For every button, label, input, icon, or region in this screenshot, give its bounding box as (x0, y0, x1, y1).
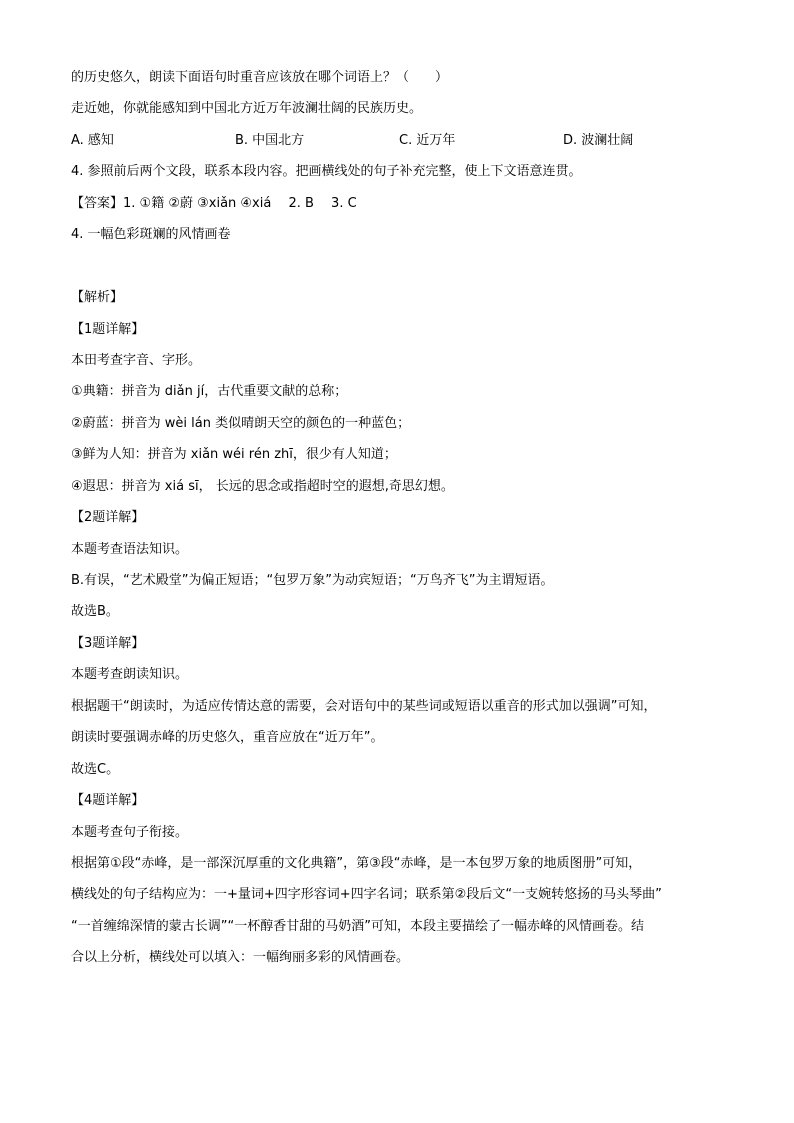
question-sentence: 走近她，你就能感知到中国北方近万年波澜壮阔的民族历史。 (71, 101, 423, 117)
answer-line: 【答案】1. ①籍 ②蔚 ③xiǎn ④xiá 2. B 3. C (71, 195, 357, 211)
analysis-line: 本题考查朗读知识。 (71, 667, 189, 683)
analysis-line: 朗读时要强调赤峰的历史悠久，重音应放在“近万年”。 (71, 730, 384, 746)
analysis-line: B.有误，“艺术殿堂”为偏正短语；“包罗万象”为动宾短语；“万鸟齐飞”为主谓短语。 (71, 573, 554, 588)
analysis-line: 故选B。 (71, 604, 119, 620)
analysis-line: 根据题干“朗读时，为适应传情达意的需要，会对语句中的某些词或短语以重音的形式加以强调”可知， (71, 698, 657, 714)
analysis-line: 【1题详解】 (71, 321, 145, 337)
option-d: D. 波澜壮阔 (563, 132, 634, 148)
analysis-line: 故选C。 (71, 761, 120, 777)
blank-line (71, 251, 731, 282)
analysis-line: 横线处的句子结构应为：一+量词+四字形容词+四字名词；联系第②段后文“一支婉转悠扬的马头琴曲” (71, 887, 662, 903)
analysis-line: 【4题详解】 (71, 793, 145, 809)
analysis-line: ②蔚蓝：拼音为 wèi lán 类似晴朗天空的颜色的一种蓝色； (71, 415, 411, 431)
analysis-line: 【3题详解】 (71, 635, 145, 651)
options-row (71, 125, 731, 156)
option-c: C. 近万年 (399, 132, 456, 148)
analysis-line: 本田考查字音、字形。 (71, 352, 202, 368)
analysis-line: ①典籍：拼音为 diǎn jí，古代重要文献的总称； (71, 384, 348, 400)
analysis-section (71, 282, 731, 974)
analysis-line: ③鲜为人知：拼音为 xiǎn wéi rén zhī，很少有人知道； (71, 447, 397, 463)
document-page (71, 62, 731, 974)
analysis-line: 根据第①段“赤峰，是一部深沉厚重的文化典籍”，第③段“赤峰，是一本包罗万象的地质图册”可知， (71, 855, 642, 871)
analysis-line: 本题考查句子衔接。 (71, 824, 189, 840)
analysis-line: 合以上分析，横线处可以填入：一幅绚丽多彩的风情画卷。 (71, 950, 410, 966)
option-a: A. 感知 (71, 132, 114, 148)
question-stem: 的历史悠久，朗读下面语句时重音应该放在哪个词语上？（ ） (71, 70, 449, 85)
option-b: B. 中国北方 (235, 132, 305, 148)
question-4: 4. 参照前后两个文段，联系本段内容。把画横线处的句子补充完整，使上下文语意连贯。 (71, 164, 582, 180)
analysis-line: “一首缠绵深情的蒙古长调”“一杯醇香甘甜的马奶酒”可知，本段主要描绘了一幅赤峰的风情画卷。结 (71, 918, 644, 934)
answer-line: 4. 一幅色彩斑斓的风情画卷 (71, 227, 231, 243)
analysis-line: 本题考查语法知识。 (71, 541, 189, 557)
analysis-line: ④遐思：拼音为 xiá sī， 长远的思念或指超时空的遐想,奇思幻想。 (71, 478, 454, 494)
analysis-line: 【解析】 (71, 290, 124, 306)
analysis-line: 【2题详解】 (71, 510, 145, 526)
